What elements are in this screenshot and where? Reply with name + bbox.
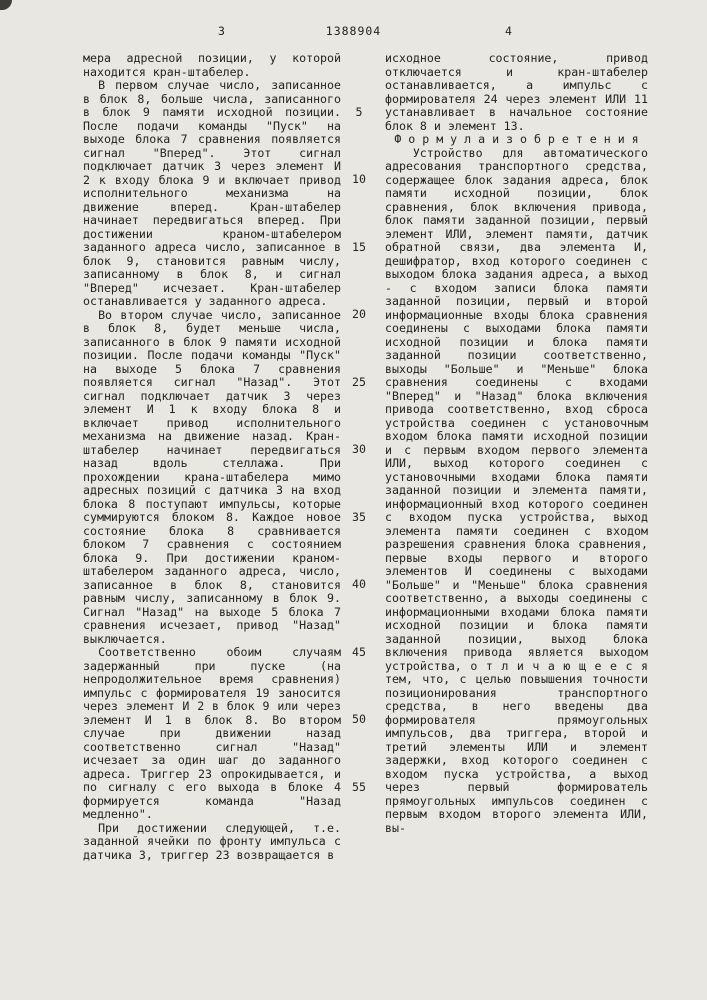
- paragraph-continuation: исходное состояние, привод отключается и кран-штабелер останавливается, а импульс с формирователя 24 через элемент ИЛИ 11 устанавливает в начальное состояние блок 8 и элемент 13.: [385, 51, 648, 133]
- line-number: 10: [352, 172, 366, 186]
- line-number: 30: [352, 442, 366, 456]
- claims-heading: Ф о р м у л а и з о б р е т е н и я: [394, 132, 639, 146]
- right-text-column: [385, 52, 648, 835]
- line-number: 25: [352, 375, 366, 389]
- page-number-left: 3: [218, 24, 225, 38]
- paragraph-continuation: мера адресной позиции, у которой находится кран-штабелер.: [83, 51, 341, 79]
- paragraph: Во втором случае число, записанное в блок 8, будет меньше числа, записанного в блок 9 памяти исходной позиции. После подачи команды "Пуск" на выходе 5 блока 7 сравнения появляется сигнал "Назад". Этот сигнал подключает датчик 3 через элемент И 1 к входу блока 8 и включает привод исполнительного механизма на движение назад. Кран-штабелер начинает передвигаться назад вдоль стеллажа. При прохождении крана-штабелера мимо адресных позиций с датчика 3 на вход блока 8 поступают импульсы, которые суммируются блоком 8. Каждое новое состояние блока 8 сравнивается блоком 7 сравнения с состоянием блока 9. При достижении краном-штабелером заданного адреса, число, записанное в блок 8, становится равным числу, записанному в блок 9. Сигнал "Назад" на выходе 5 блока 7 сравнения исчезает, привод "Назад" выключается.: [83, 307, 341, 646]
- line-number: 20: [352, 307, 366, 321]
- paragraph: Соответственно обоим случаям задержанный при пуске (на непродолжительное время сравнения) импульс с формирователя 19 заносится через элемент И 2 в блок 9 или через элемент И 1 в блок 8. Во втором случае при движении назад соответственно сигнал "Назад" исчезает за один шаг до заданного адреса. Триггер 23 опрокидывается, и по сигналу с его выхода в блоке 4 формируется команда "Назад медленно".: [83, 645, 341, 821]
- line-number: 50: [352, 712, 366, 726]
- line-number: 45: [352, 645, 366, 659]
- left-text-column: [83, 52, 341, 862]
- patent-number: 1388904: [325, 24, 382, 38]
- line-number: 35: [352, 510, 366, 524]
- paragraph: В первом случае число, записанное в блок 8, больше числа, записанного в блок 9 памяти исходной позиции. После подачи команды "Пуск" на выходе блока 7 сравнения появляется сигнал "Вперед". Этот сигнал подключает датчик 3 через элемент И 2 к входу блока 9 и включает привод исполнительного механизма на движение вперед. Кран-штабелер начинает передвигаться вперед. При достижении краном-штабелером заданного адреса число, записанное в блок 9, становится равным числу, записанному в блок 8, и сигнал "Вперед" исчезает. Кран-штабелер останавливается у заданного адреса.: [83, 78, 341, 308]
- page-number-right: 4: [505, 24, 512, 38]
- scan-corner-artifact: [0, 0, 12, 10]
- paragraph: При достижении следующей, т.е. заданной ячейки по фронту импульса с датчика 3, триггер 23 возвращается в: [83, 820, 341, 862]
- line-number: 40: [352, 577, 366, 591]
- line-number: 5: [355, 105, 363, 119]
- page-header: [0, 24, 707, 40]
- claim-paragraph: Устройство для автоматического адресования транспортного средства, содержащее блок задания адреса, блок памяти исходной позиции, блок сравнения, блок включения привода, блок памяти заданной позиции, первый элемент ИЛИ, элемент памяти, датчик обратной связи, два элемента И, дешифратор, вход которого соединен с выходом блока задания адреса, а выход - с входом записи блока памяти заданной позиции, первый и второй информационные входы блока сравнения соединены с выходами блока памяти исходной позиции и блока памяти заданной позиции соответственно, выходы "Больше" и "Меньше" блока сравнения соединены с входами "Вперед" и "Назад" блока включения привода соответственно, вход сброса устройства соединен с установочным входом блока памяти исходной позиции и с первым входом первого элемента ИЛИ, выход которого соединен с установочными входами блока памяти заданной позиции и элемента памяти, информационный вход которого соединен с входом пуска устройства, выход элемента памяти соединен с входом разрешения сравнения блока сравнения, первые входы первого и второго элементов И соединены с выходами "Больше" и "Меньше" блока сравнения соответственно, а выходы соединены с информационными входами блока памяти исходной позиции и блока памяти заданной позиции, выход блока включения привода является выходом устройства, о т л и ч а ю щ е е с я тем, что, с целью повышения точности позиционирования транспортного средства, в него введены два формирователя прямоугольных импульсов, два триггера, второй и третий элементы ИЛИ и элемент задержки, вход которого соединен с входом пуска устройства, а выход через первый формирователь прямоугольных импульсов соединен с первым входом второго элемента ИЛИ, вы-: [385, 145, 648, 835]
- line-number: 55: [352, 780, 366, 794]
- line-number: 15: [352, 240, 366, 254]
